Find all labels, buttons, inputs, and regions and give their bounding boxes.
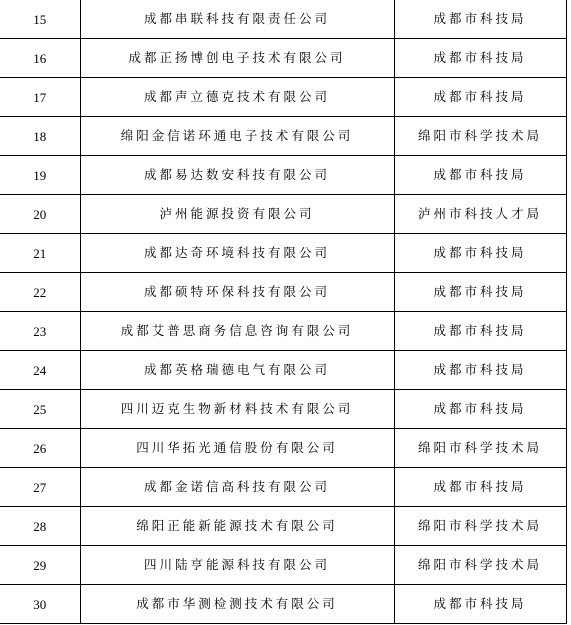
table-row xyxy=(0,390,566,429)
department-name: 绵阳市科学技术局 xyxy=(394,507,566,546)
company-name: 成都市华测检测技术有限公司 xyxy=(80,585,394,624)
row-number: 30 xyxy=(0,585,80,624)
row-number: 19 xyxy=(0,156,80,195)
table-row xyxy=(0,273,566,312)
table-row xyxy=(0,195,566,234)
row-number: 28 xyxy=(0,507,80,546)
department-name: 绵阳市科学技术局 xyxy=(394,546,566,585)
table-row xyxy=(0,429,566,468)
table-row xyxy=(0,78,566,117)
company-name: 成都硕特环保科技有限公司 xyxy=(80,273,394,312)
department-name: 成都市科技局 xyxy=(394,273,566,312)
department-name: 成都市科技局 xyxy=(394,585,566,624)
row-number: 29 xyxy=(0,546,80,585)
row-number: 16 xyxy=(0,39,80,78)
company-name: 四川陆亨能源科技有限公司 xyxy=(80,546,394,585)
table-row xyxy=(0,546,566,585)
row-number: 20 xyxy=(0,195,80,234)
row-number: 17 xyxy=(0,78,80,117)
company-name: 成都易达数安科技有限公司 xyxy=(80,156,394,195)
row-number: 23 xyxy=(0,312,80,351)
company-name: 泸州能源投资有限公司 xyxy=(80,195,394,234)
company-name: 成都串联科技有限责任公司 xyxy=(80,0,394,39)
table-row xyxy=(0,0,566,39)
company-name: 绵阳金信诺环通电子技术有限公司 xyxy=(80,117,394,156)
table-row xyxy=(0,312,566,351)
row-number: 24 xyxy=(0,351,80,390)
department-name: 绵阳市科学技术局 xyxy=(394,429,566,468)
row-number: 27 xyxy=(0,468,80,507)
department-name: 成都市科技局 xyxy=(394,468,566,507)
row-number: 21 xyxy=(0,234,80,273)
table-row xyxy=(0,156,566,195)
table-row xyxy=(0,507,566,546)
row-number: 15 xyxy=(0,0,80,39)
company-name: 绵阳正能新能源技术有限公司 xyxy=(80,507,394,546)
row-number: 18 xyxy=(0,117,80,156)
row-number: 25 xyxy=(0,390,80,429)
department-name: 成都市科技局 xyxy=(394,234,566,273)
company-name: 成都声立德克技术有限公司 xyxy=(80,78,394,117)
department-name: 成都市科技局 xyxy=(394,156,566,195)
department-name: 成都市科技局 xyxy=(394,351,566,390)
table-row xyxy=(0,468,566,507)
table-row xyxy=(0,39,566,78)
company-name: 成都金诺信高科技有限公司 xyxy=(80,468,394,507)
department-name: 成都市科技局 xyxy=(394,312,566,351)
table-row xyxy=(0,234,566,273)
company-name: 成都正扬博创电子技术有限公司 xyxy=(80,39,394,78)
table-row xyxy=(0,585,566,624)
row-number: 26 xyxy=(0,429,80,468)
department-name: 成都市科技局 xyxy=(394,78,566,117)
department-name: 成都市科技局 xyxy=(394,390,566,429)
department-name: 绵阳市科学技术局 xyxy=(394,117,566,156)
department-name: 成都市科技局 xyxy=(394,39,566,78)
table-row xyxy=(0,351,566,390)
company-name: 成都英格瑞德电气有限公司 xyxy=(80,351,394,390)
company-name: 成都艾普思商务信息咨询有限公司 xyxy=(80,312,394,351)
company-name: 四川迈克生物新材料技术有限公司 xyxy=(80,390,394,429)
department-name: 成都市科技局 xyxy=(394,0,566,39)
table-row xyxy=(0,117,566,156)
company-name: 四川华拓光通信股份有限公司 xyxy=(80,429,394,468)
company-name: 成都达奇环境科技有限公司 xyxy=(80,234,394,273)
department-name: 泸州市科技人才局 xyxy=(394,195,566,234)
row-number: 22 xyxy=(0,273,80,312)
